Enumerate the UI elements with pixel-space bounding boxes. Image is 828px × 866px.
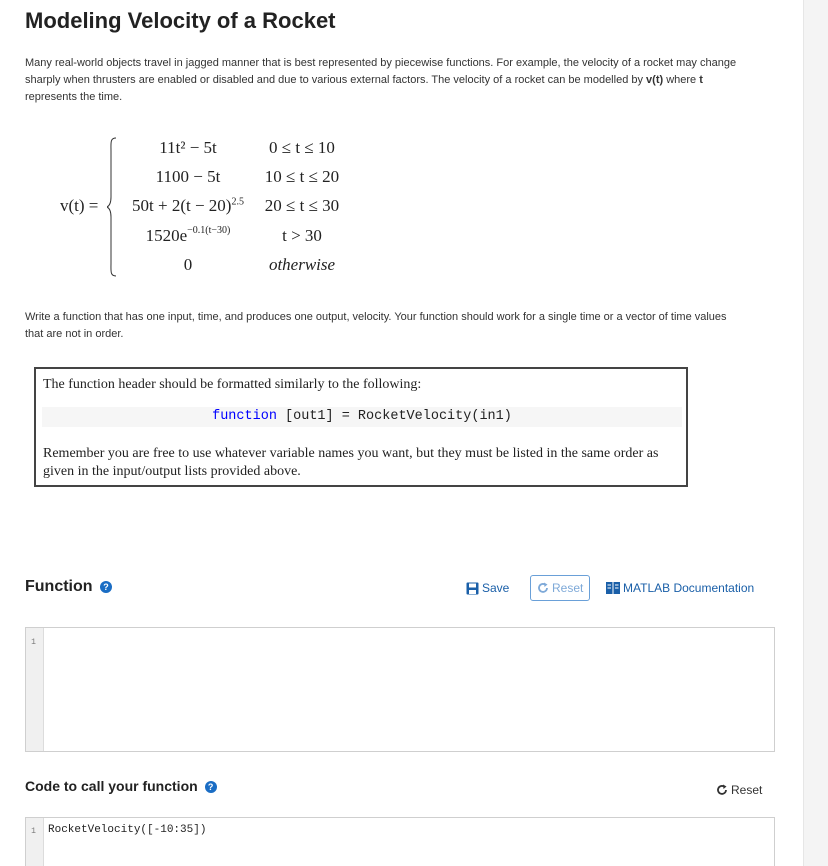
function-reset-button[interactable] (530, 575, 590, 601)
code-signature: [out1] = RocketVelocity(in1) (276, 409, 512, 424)
intro-v-of-t: v(t) (646, 74, 664, 86)
line-number: 1 (31, 827, 36, 836)
save-button[interactable] (466, 581, 509, 595)
save-icon (466, 582, 479, 595)
function-header-example (42, 407, 682, 427)
intro-paragraph (25, 55, 745, 106)
intro-text: represents the time. (25, 91, 123, 103)
variable-name-note: Remember you are free to use whatever variable names you want, but they must be listed in the same order as given in the input/output lists provided above. (43, 446, 659, 479)
line-number-gutter (26, 818, 44, 866)
reset-icon (537, 582, 549, 594)
equation-cond-1: 0 ≤ t ≤ 10 (269, 138, 335, 157)
function-header-box (34, 367, 688, 487)
equation-expr-2: 1100 − 5t (155, 167, 221, 186)
reset-icon (716, 784, 728, 796)
equation-cond-5: otherwise (268, 255, 336, 274)
code-keyword: function (212, 409, 277, 424)
function-code-editor[interactable] (25, 627, 775, 752)
documentation-label: MATLAB Documentation (623, 581, 755, 595)
intro-text: Many real-world objects travel in jagged manner that is best represented by piecewise functions. For example, the velocity of a rocket may change sharply when thrusters are enabled or disabled and due to various external factors. The velocity of a rocket can be modelled by (25, 57, 737, 86)
page-title: Modeling Velocity of a Rocket (25, 8, 336, 33)
equation-cond-2: 10 ≤ t ≤ 20 (264, 167, 340, 186)
reset-label: Reset (731, 783, 763, 797)
function-section-title (25, 578, 112, 596)
equation-cond-4: t > 30 (282, 226, 322, 245)
equation-expr-3-exponent: 2.5 (231, 196, 244, 208)
matlab-documentation-link[interactable] (606, 581, 754, 595)
intro-text: where (663, 74, 700, 86)
line-number: 1 (31, 638, 36, 647)
header-instruction: The function header should be formatted similarly to the following: (43, 377, 422, 392)
function-title-text: Function (25, 578, 93, 595)
book-icon (606, 582, 620, 594)
call-section-title (25, 778, 217, 794)
page-scrollbar[interactable] (803, 0, 828, 866)
call-code-text[interactable]: RocketVelocity([-10:35]) (48, 824, 207, 836)
equation-expr-4-main: 1520e (145, 226, 188, 245)
equation-expr-4 (118, 226, 258, 248)
call-title-text: Code to call your function (25, 778, 198, 794)
equation-cond-3: 20 ≤ t ≤ 30 (264, 196, 340, 215)
equation-expr-5: 0 (183, 255, 193, 274)
call-reset-button[interactable] (716, 783, 762, 797)
save-label: Save (482, 581, 510, 595)
equation-lhs: v(t) = (60, 196, 99, 215)
equation-expr-3-main: 50t + 2(t − 20) (132, 196, 232, 215)
equation-expr-3 (118, 196, 258, 218)
help-icon[interactable]: ? (205, 781, 217, 793)
left-brace-icon (107, 137, 117, 277)
equation-expr-4-exponent: −0.1(t−30) (187, 225, 231, 236)
piecewise-equation (60, 133, 360, 283)
task-description: Write a function that has one input, time, and produces one output, velocity. Your function should work for a single time or a vector of time values that are not in order. (25, 311, 727, 340)
help-icon[interactable]: ? (100, 581, 112, 593)
equation-expr-1: 11t² − 5t (159, 138, 217, 157)
reset-label: Reset (552, 581, 584, 595)
call-code-editor[interactable] (25, 817, 775, 866)
intro-t: t (699, 74, 703, 86)
